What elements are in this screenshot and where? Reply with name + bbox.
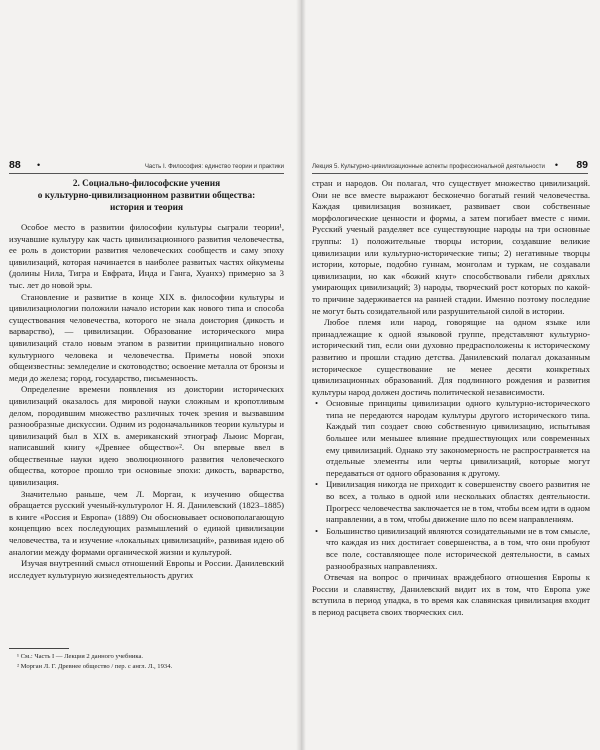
right-page-body xyxy=(312,178,590,619)
running-header: Часть I. Философия: единство теории и практики xyxy=(144,163,284,170)
footnote: ¹ См.: Часть I — Лекция 2 данного учебника. xyxy=(17,653,144,660)
paragraph: Определение времени появления из доистории исторических цивилизаций оказалось для мировой науки сложным и кропотливым делом, породившим множество различных точек зрения и вызвавшим разнообразные дискуссии. Одним из родоначальников теории культуры и цивилизаций был в XIX в. американский этнограф Льюис Морган, написавший книгу «Древнее общество»². Он впервые ввел в общественные науки идею эволюционного развития человеческого общества, которое прошло три основные эпохи: дикость, варварство, цивилизация. xyxy=(9,384,284,488)
right-page xyxy=(304,0,600,750)
paragraph: Значительно раньше, чем Л. Морган, к изучению общества обращается русский ученый-культуролог Н. Я. Данилевский (1823–1885) в книге «Россия и Европа» (1889) Он обосновывает основополагающую концепцию всех последующих размышлений о единой цивилизации человечества, та и изучение «локальных цивилизаций», развивая идею об аналогии между формами органической жизни и культурой. xyxy=(9,488,284,557)
paragraph: стран и народов. Он полагал, что существует множество цивилизаций. Они не все вместе выражают бесконечно богатый гений человечества. Каждая цивилизация возникает, развивает свои собственные морфологические ценности и формы, а затем погибает вместе с ними. Русский ученый разделяет все существующие народы на три основные группы: 1) положительные творцы истории, создавшие великие цивилизации или культурно-исторические типы; 2) негативные творцы истории, которые, подобно гуннам, монголам и туркам, не создавали цивилизации, но как «божий кнут» способствовали гибели дряхлых умирающих цивилизаций; 3) народы, творческий рост которых по какой-то причине задерживается на ранней стадии. Именно поэтому последние не могут быть созидательной или разрушительной силой в истории. xyxy=(312,178,590,316)
section-heading-line: история и теория xyxy=(109,203,184,213)
section-heading-line: о культурно-цивилизационном развитии общества: xyxy=(37,191,256,201)
section-heading-line: 2. Социально-философские учения xyxy=(72,179,221,189)
paragraph: Отвечая на вопрос о причинах враждебного отношения Европы к России и славянству, Данилевский видит их в том, что Европа уже вступила в период упадка, в то время как славянская цивилизация входит в период расцвета своих творческих сил. xyxy=(312,572,590,617)
paragraph: Любое племя или народ, говорящие на одном языке или принадлежащие к одной языковой группе, представляют культурно-исторический тип, если они духовно предрасположены к историческому развитию и прошли стадию детства. Данилевский полагал доказанным историческое существование не менее десяти конкретных цивилизационных образований. Для подлинного рождения и развития культуры народ должен достичь политической независимости. xyxy=(312,317,590,397)
section-heading xyxy=(9,178,284,214)
footnote: ² Морган Л. Г. Древнее общество / пер. с англ. Л., 1934. xyxy=(17,663,173,670)
list-item: • Цивилизация никогда не приходит к совершенству своего развития не во всех, а только в одной или нескольких областях деятельности. Прогресс человечества заключается не в том, чтобы всем идти в одном направлении, а в том, чтобы движение шло по всем направлениям. xyxy=(312,479,590,525)
paragraph: Изучая внутренний смысл отношений Европы и России. Данилевский исследует культурную жизнедеятельность других xyxy=(9,558,284,580)
page-number: 88 xyxy=(9,159,21,171)
header-bullet-icon: • xyxy=(554,160,558,170)
page-number: 89 xyxy=(576,159,588,171)
footnote-divider xyxy=(9,648,69,649)
bullet-list xyxy=(312,398,590,572)
header-bullet-icon: • xyxy=(37,160,41,170)
paragraph: Становление и развитие в конце XIX в. философии культуры и цивилизациологии положили начало истории как нового типа и способа существования человечества, которого не знала доистория (дикость и варварство), — цивилизации. Образование исторического мира цивилизаций стало новым этапом в развитии принципиально нового культурного человека и человечества. Приметы новой эпохи общеизвестны: земледелие и скотоводство; освоение металла от бронзы и меди до железа; город, государство, письменность. xyxy=(9,291,284,383)
right-page-header xyxy=(312,159,588,174)
list-item: • Основные принципы цивилизации одного культурно-исторического типа не передаются народам культуры другого исторического типа. Каждый тип создает свою собственную цивилизацию, испытывая большее или меньшее влияние предшествующих или современных ему цивилизаций. Однако эту закономерность не распространяется на отдельные элементы или черты цивилизаций, которые могут передаваться от одного образования к другому. xyxy=(312,398,590,479)
list-item: • Большинство цивилизаций являются созидательными не в том смысле, что каждая из них достигает совершенства, а в том, что они пробуют все поле, составляющее поле исторической деятельности, в самых разнообразных направлениях. xyxy=(312,526,590,572)
left-page-body xyxy=(9,178,284,581)
left-page xyxy=(0,0,298,750)
running-header: Лекция 5. Культурно-цивилизационные аспекты профессиональной деятельности xyxy=(312,163,545,170)
paragraph: Особое место в развитии философии культуры сыграли теории¹, изучавшие культуру как часть цивилизационного развития человечества, ее роль в доистории развития человеческих сообществ и саму эпоху цивилизаций, которая начинается в наиболее развитых частях ойкумены (долины Нила, Тигра и Евфрата, Инда и Ганга, Хуанхэ) примерно за 3 тыс. лет до новой эры. xyxy=(9,222,284,290)
left-page-header xyxy=(9,159,284,174)
footnotes xyxy=(9,648,284,672)
